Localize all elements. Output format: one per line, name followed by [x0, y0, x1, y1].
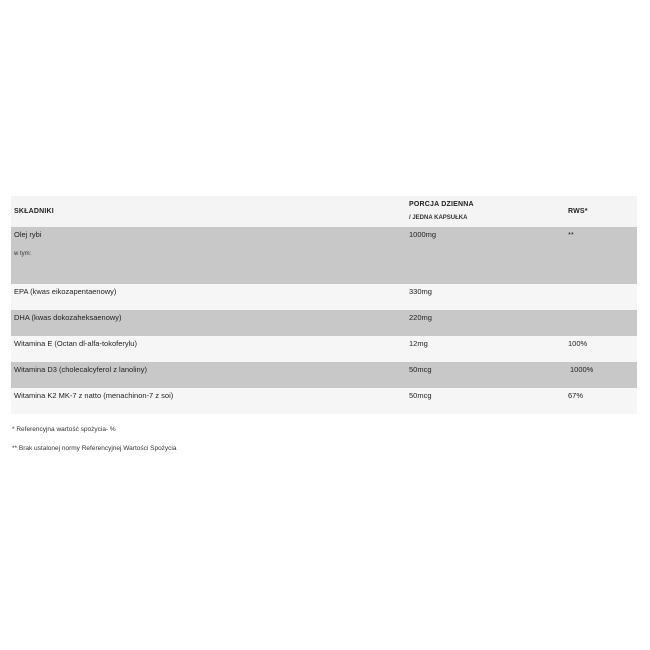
ingredient-name: DHA (kwas dokozaheksaenowy) — [14, 313, 122, 322]
table-row — [11, 227, 637, 284]
ingredient-name: Witamina K2 MK-7 z natto (menachinon-7 z soi) — [14, 391, 174, 400]
ingredient-sub: w tym: — [14, 251, 32, 257]
table-row — [11, 362, 637, 388]
ingredient-amount: 1000mg — [409, 230, 437, 239]
footnote-rws: * Referencyjna wartość spożycia- % — [12, 426, 116, 433]
table-row — [11, 310, 637, 336]
ingredient-amount: 12mg — [409, 339, 428, 348]
ingredient-name: Witamina D3 (cholecalcyferol z lanoliny) — [14, 365, 147, 374]
footnote-no-norm: ** Brak ustalonej normy Referencyjnej Wartości Spożycia — [12, 445, 177, 452]
header-portion-sub: / JEDNA KAPSUŁKA — [409, 215, 468, 221]
ingredient-amount: 220mg — [409, 313, 432, 322]
table-row — [11, 284, 637, 310]
ingredient-name: Witamina E (Octan dl-alfa-tokoferylu) — [14, 339, 137, 348]
header-rws: RWS* — [568, 208, 588, 215]
ingredient-rws: ** — [568, 230, 574, 239]
ingredient-amount: 50mcg — [409, 391, 432, 400]
header-portion: PORCJA DZIENNA — [409, 201, 474, 208]
ingredient-name: EPA (kwas eikozapentaenowy) — [14, 287, 117, 296]
nutrition-table — [11, 196, 637, 414]
ingredient-rws: 1000% — [570, 365, 594, 374]
table-row — [11, 388, 637, 414]
ingredient-rws: 100% — [568, 339, 588, 348]
header-ingredients: SKŁADNIKI — [14, 208, 54, 215]
ingredient-rws: 67% — [568, 391, 584, 400]
ingredient-amount: 330mg — [409, 287, 432, 296]
table-header — [11, 196, 637, 227]
table-row — [11, 336, 637, 362]
ingredient-name: Olej rybi — [14, 230, 42, 239]
ingredient-amount: 50mcg — [409, 365, 432, 374]
